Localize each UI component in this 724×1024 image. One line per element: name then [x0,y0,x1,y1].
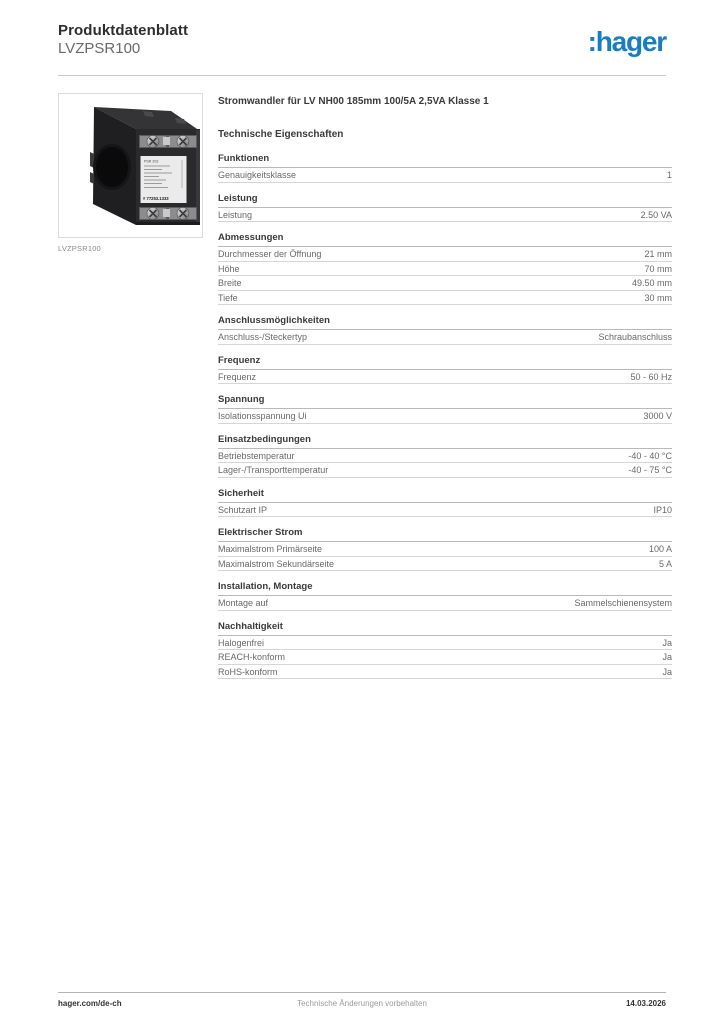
tech-properties-heading: Technische Eigenschaften [218,129,344,140]
spec-section-title: Elektrischer Strom [218,527,672,542]
spec-row [218,168,672,183]
spec-row [218,330,672,345]
spec-row [218,276,672,291]
device-label-code: # 77253.1333 [143,196,169,201]
device-rating-label [141,156,187,203]
spec-row-label: Höhe [218,263,240,274]
spec-row-label: Genauigkeitsklasse [218,170,297,180]
spec-section-title: Einsatzbedingungen [218,434,672,449]
header-divider [58,75,666,76]
document-header [58,21,666,58]
spec-section-title: Leistung [218,193,672,208]
spec-row-label: Frequenz [218,371,257,382]
spec-row [218,409,672,424]
spec-row [218,463,672,478]
footer-date: 14.03.2026 [625,999,666,1008]
screw-terminal-bottom-left [147,208,159,220]
spec-row-label: Maximalstrom Sekundärseite [218,558,335,569]
spec-row [218,262,672,277]
spec-row-value: 50 - 60 Hz [630,371,672,382]
spec-row-value: IP10 [653,504,672,515]
spec-row [218,503,672,518]
spec-row-value: 21 mm [644,249,672,259]
spec-section [218,232,672,305]
spec-row-value: 49.50 mm [631,278,672,288]
spec-section [218,153,672,183]
spec-section [218,394,672,424]
document-footer [58,999,666,1008]
spec-content-column [218,95,672,679]
hager-logo: :hager [587,26,666,57]
spec-row-label: REACH-konform [218,652,286,662]
spec-section [218,581,672,611]
spec-row-label: Halogenfrei [218,637,265,648]
spec-row-value: 2.50 VA [640,209,672,220]
spec-section-title: Funktionen [218,153,672,168]
spec-row [218,636,672,651]
spec-row-label: Breite [218,278,242,288]
screw-terminal-top-right [177,136,189,148]
spec-row [218,449,672,464]
spec-row-label: Betriebstemperatur [218,450,295,461]
spec-row [218,596,672,611]
spec-row-value: 5 A [658,558,672,569]
device-label-model: PSR 203 [144,159,159,164]
product-image [58,93,203,238]
product-image-caption: LVZPSR100 [58,244,101,253]
footer-website-link[interactable]: hager.com/de-ch [58,999,122,1008]
product-title: Stromwandler für LV NH00 185mm 100/5A 2,5VA Klasse 1 [218,96,489,107]
spec-row [218,665,672,680]
spec-row-label: Schutzart IP [218,504,268,515]
spec-section-title: Frequenz [218,355,672,370]
spec-row [218,650,672,665]
spec-row [218,557,672,572]
current-transformer-illustration [59,94,202,237]
spec-section-title: Anschlussmöglichkeiten [218,315,672,330]
spec-section [218,193,672,223]
spec-row-value: -40 - 75 °C [628,465,672,475]
spec-row-value: 3000 V [643,411,672,421]
spec-row-value: Ja [662,666,672,677]
spec-section-title: Nachhaltigkeit [218,621,672,636]
spec-section [218,488,672,518]
spec-row-label: Isolationsspannung Ui [218,411,307,421]
footer-divider [58,992,666,993]
spec-row-label: Tiefe [218,292,238,303]
spec-section [218,355,672,385]
spec-row-value: Ja [662,652,672,662]
spec-section-title: Installation, Montage [218,581,672,596]
spec-section-title: Spannung [218,394,672,409]
spec-row-value: 100 A [648,544,672,554]
footer-notice: Technische Änderungen vorbehalten [297,999,427,1008]
spec-row [218,247,672,262]
product-image-column [58,93,203,253]
product-reference: LVZPSR100 [58,40,141,57]
spec-row-label: Anschluss-/Steckertyp [218,332,308,342]
spec-row [218,370,672,385]
spec-row-value: Ja [662,637,672,648]
spec-row [218,208,672,223]
spec-section [218,315,672,345]
spec-section-title: Abmessungen [218,232,672,247]
screw-terminal-top-left [147,136,159,148]
spec-section [218,527,672,571]
spec-row-value: 30 mm [644,292,672,303]
spec-section [218,434,672,478]
spec-sections [218,153,672,679]
spec-row-label: Montage auf [218,598,269,608]
spec-row-label: Leistung [218,209,253,220]
spec-section-title: Sicherheit [218,488,672,503]
spec-row-label: Maximalstrom Primärseite [218,544,323,554]
spec-row [218,291,672,306]
spec-row-label: RoHS-konform [218,666,278,677]
spec-row-label: Lager-/Transporttemperatur [218,465,329,475]
spec-section [218,621,672,680]
spec-row-value: 1 [666,170,672,180]
screw-terminal-bottom-right [177,208,189,220]
spec-row-label: Durchmesser der Öffnung [218,249,322,259]
spec-row-value: Sammelschienensystem [574,598,672,608]
spec-row [218,542,672,557]
spec-row-value: -40 - 40 °C [628,450,672,461]
spec-row-value: 70 mm [644,263,672,274]
spec-row-value: Schraubanschluss [598,332,672,342]
document-type-title: Produktdatenblatt [58,22,189,39]
